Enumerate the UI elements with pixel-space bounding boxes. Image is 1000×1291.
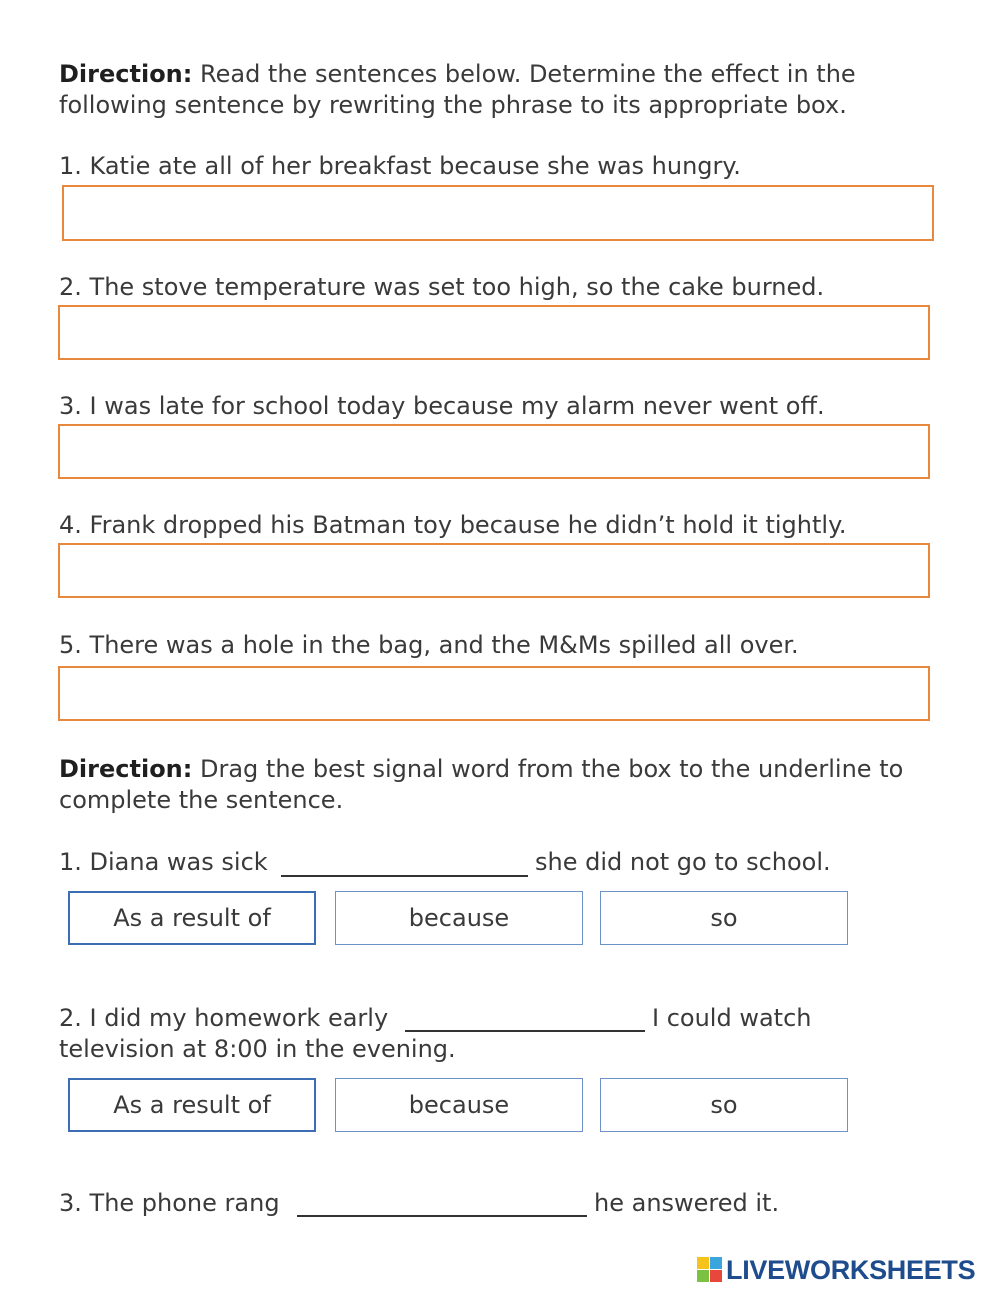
- answer-box-1[interactable]: [62, 185, 934, 241]
- fill-3-before: 3. The phone rang: [59, 1189, 280, 1217]
- direction-2-line1: Drag the best signal word from the box to the underline to: [200, 755, 904, 783]
- direction-1-line2: following sentence by rewriting the phrase to its appropriate box.: [59, 91, 847, 119]
- answer-box-3[interactable]: [58, 424, 930, 479]
- fill-2-before: 2. I did my homework early: [59, 1004, 389, 1032]
- direction-1-line1: Read the sentences below. Determine the effect in the: [200, 60, 856, 88]
- question-3: 3. I was late for school today because my alarm never went off.: [59, 392, 825, 420]
- liveworksheets-logo-icon: [697, 1257, 723, 1283]
- fill-2-line2: television at 8:00 in the evening.: [59, 1035, 456, 1063]
- option-so-1[interactable]: so: [600, 891, 848, 945]
- brand-name: LIVEWORKSHEETS: [726, 1254, 976, 1285]
- direction-2-line2: complete the sentence.: [59, 786, 344, 814]
- answer-box-4[interactable]: [58, 543, 930, 598]
- direction-1: [59, 59, 856, 90]
- question-4: 4. Frank dropped his Batman toy because he didn’t hold it tightly.: [59, 511, 847, 539]
- answer-box-5[interactable]: [58, 666, 930, 721]
- fill-1-before: 1. Diana was sick: [59, 848, 268, 876]
- fill-2-blank[interactable]: [405, 1030, 645, 1032]
- option-so-2[interactable]: so: [600, 1078, 848, 1132]
- option-because-1[interactable]: because: [335, 891, 583, 945]
- answer-box-2[interactable]: [58, 305, 930, 360]
- fill-2-after: I could watch: [652, 1004, 812, 1032]
- option-because-2[interactable]: because: [335, 1078, 583, 1132]
- fill-1-after: she did not go to school.: [535, 848, 831, 876]
- fill-3-blank[interactable]: [297, 1215, 587, 1217]
- option-as-a-result-of-2[interactable]: As a result of: [68, 1078, 316, 1132]
- direction-2-label: Direction:: [59, 755, 193, 783]
- question-2: 2. The stove temperature was set too high, so the cake burned.: [59, 273, 825, 301]
- direction-1-label: Direction:: [59, 60, 193, 88]
- option-as-a-result-of-1[interactable]: As a result of: [68, 891, 316, 945]
- question-5: 5. There was a hole in the bag, and the M&Ms spilled all over.: [59, 631, 799, 659]
- liveworksheets-logo: [697, 1254, 975, 1286]
- fill-3-after: he answered it.: [594, 1189, 780, 1217]
- direction-2: [59, 754, 903, 785]
- question-1: 1. Katie ate all of her breakfast because she was hungry.: [59, 152, 741, 180]
- fill-1-blank[interactable]: [281, 875, 528, 877]
